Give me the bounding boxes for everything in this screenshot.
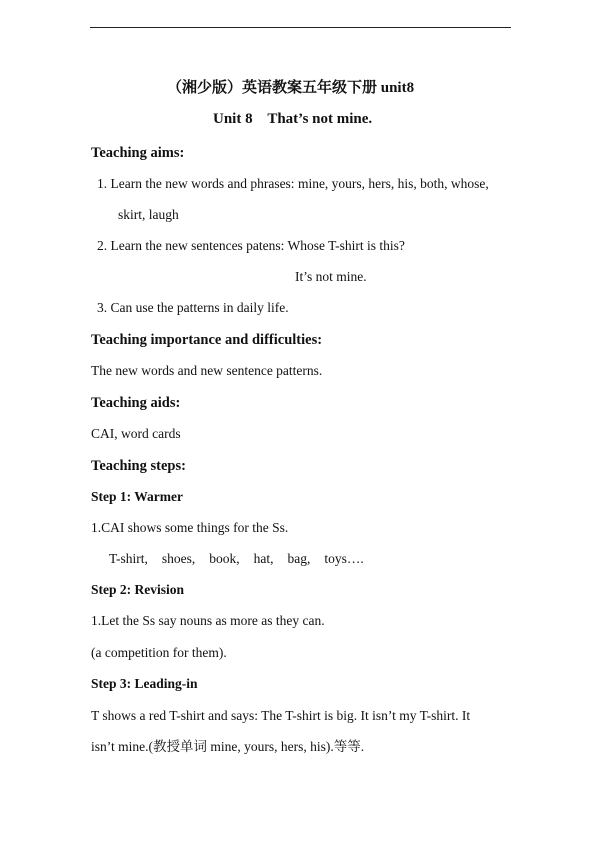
list-item: toys…. [324, 551, 364, 566]
list-item: bag, [287, 551, 311, 566]
list-item: book, [209, 551, 240, 566]
importance-text: The new words and new sentence patterns. [91, 363, 323, 378]
aims-item-1: 1. Learn the new words and phrases: mine, yours, hers, his, both, whose, [97, 176, 489, 191]
list-item: T-shirt, [109, 551, 148, 566]
step1-heading: Step 1: Warmer [91, 489, 183, 504]
step2-line-1: 1.Let the Ss say nouns as more as they can. [91, 613, 325, 628]
step3-line-1: T shows a red T-shirt and says: The T-shirt is big. It isn’t my T-shirt. It [91, 708, 471, 723]
aims-item-3: 3. Can use the patterns in daily life. [97, 300, 289, 315]
aids-text: CAI, word cards [91, 426, 181, 441]
step3-line-2: isn’t mine.(教授单词 mine, yours, hers, his).等等. [91, 739, 365, 754]
aims-item-2: 2. Learn the new sentences patens: Whose T-shirt is this? [97, 238, 405, 253]
header-rule [90, 27, 511, 28]
step3-heading: Step 3: Leading-in [91, 676, 198, 691]
list-item: shoes, [161, 551, 196, 566]
step2-line-2: (a competition for them). [91, 645, 227, 660]
steps-heading: Teaching steps: [91, 458, 186, 474]
document-title: （湘少版）英语教案五年级下册 unit8 [167, 80, 415, 96]
step1-text: 1.CAI shows some things for the Ss. [91, 520, 289, 535]
aids-heading: Teaching aids: [91, 395, 181, 411]
unit-subtitle: Unit 8 That’s not mine. [213, 111, 373, 127]
importance-heading: Teaching importance and difficulties: [91, 332, 323, 348]
aims-item-2-continued: It’s not mine. [295, 269, 367, 284]
aims-heading: Teaching aims: [91, 145, 185, 161]
list-item: hat, [253, 551, 274, 566]
step1-item-list [109, 551, 378, 567]
step2-heading: Step 2: Revision [91, 582, 185, 597]
aims-item-1-continued: skirt, laugh [118, 207, 179, 222]
